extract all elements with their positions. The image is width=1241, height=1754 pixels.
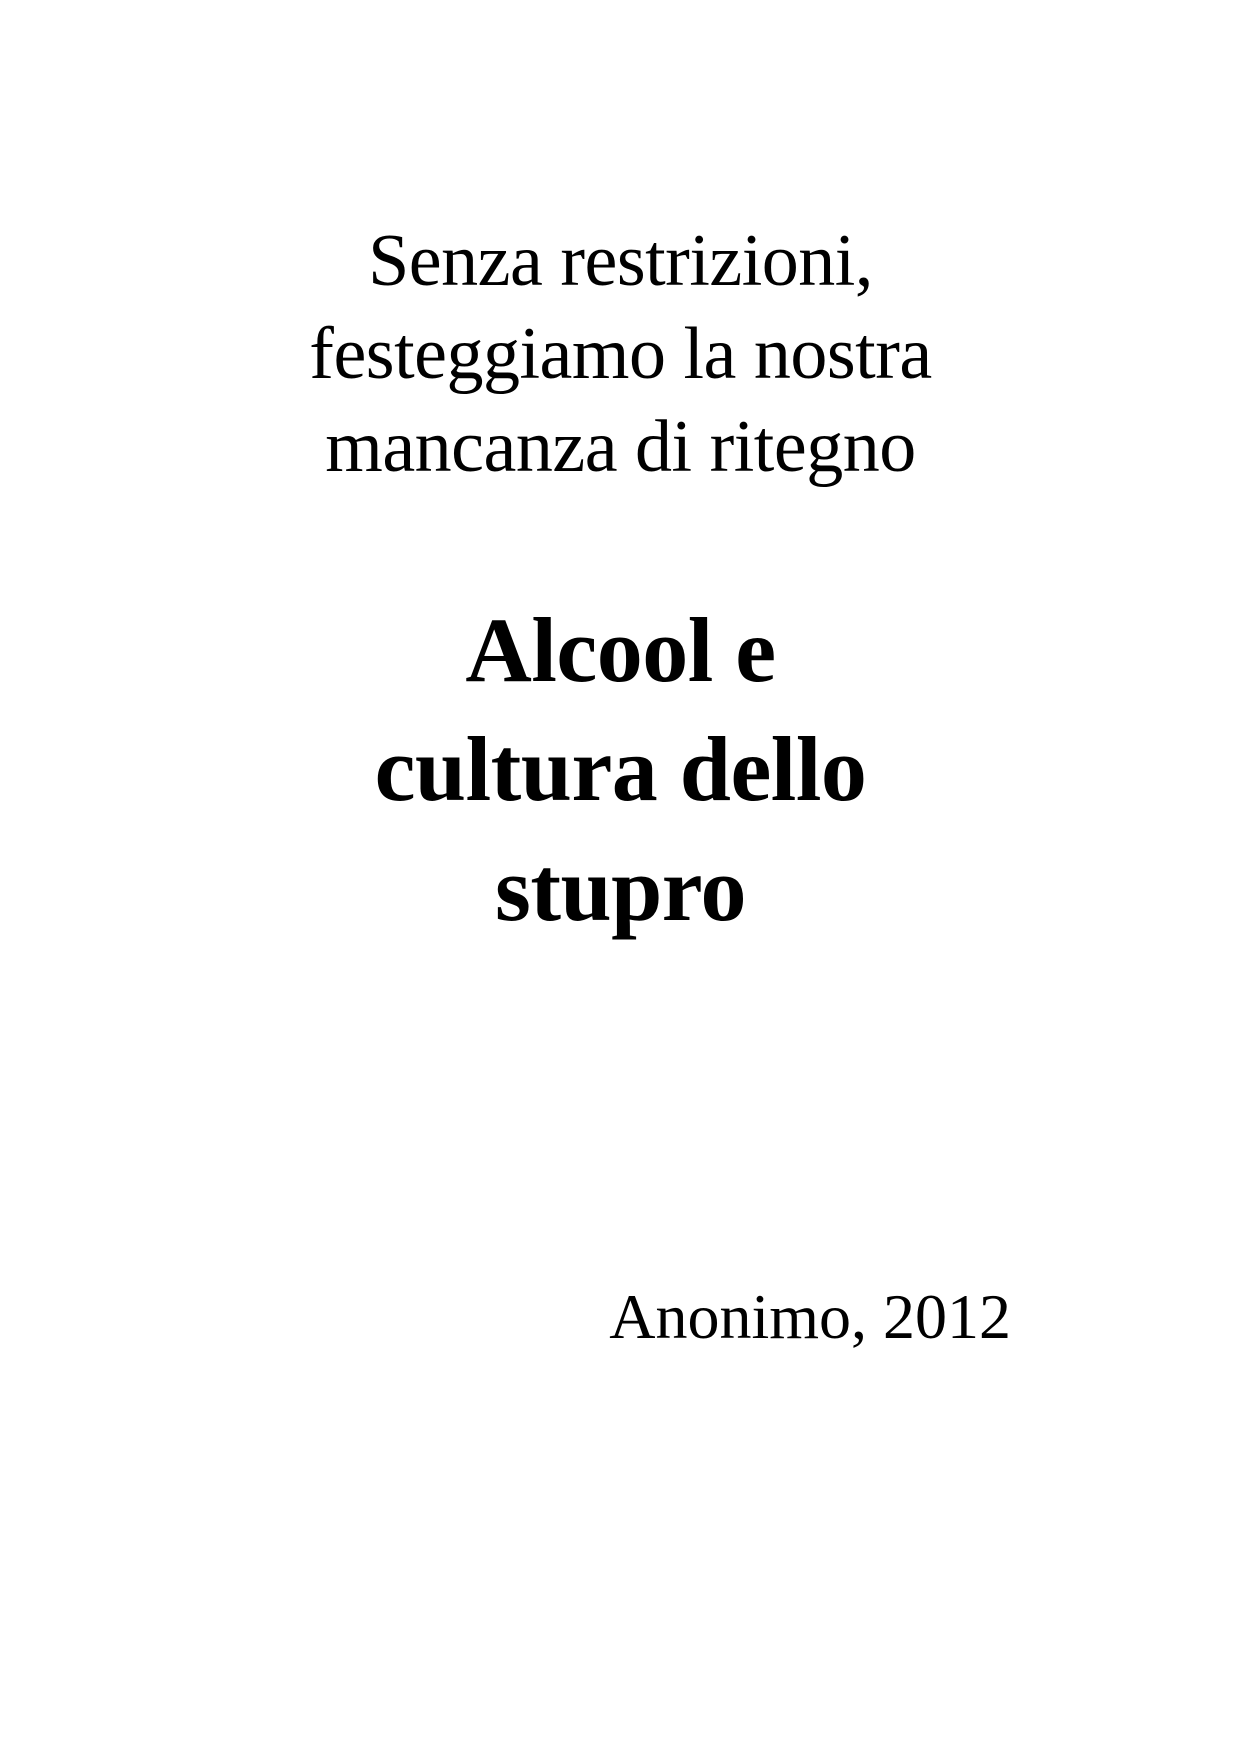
title-line-2: cultura dello: [374, 718, 867, 821]
attribution: Anonimo, 2012: [609, 1281, 1011, 1353]
title-line-1: Alcool e: [465, 598, 776, 701]
subtitle: [110, 215, 1131, 495]
subtitle-line-2: festeggiamo la nostra: [309, 313, 932, 396]
subtitle-line-3: mancanza di ritegno: [325, 406, 916, 489]
title-line-3: stupro: [495, 837, 746, 940]
page-title: [110, 591, 1131, 950]
subtitle-line-1: Senza restrizioni,: [368, 220, 873, 302]
